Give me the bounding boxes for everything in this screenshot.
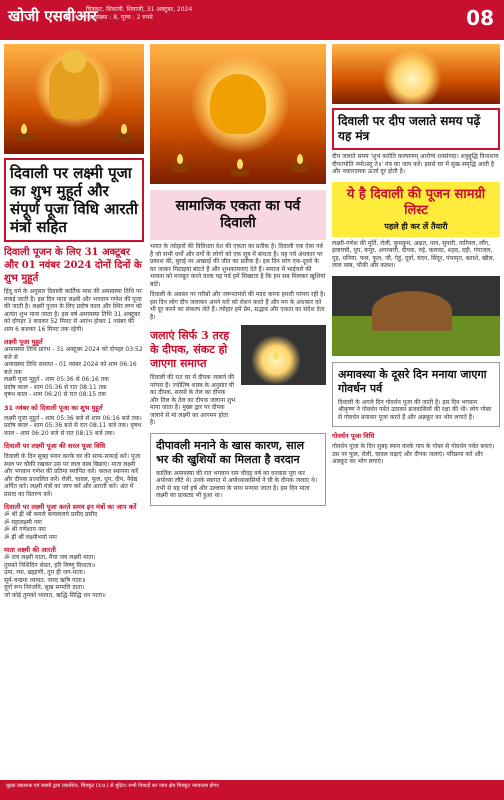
deepawali-box [150, 433, 326, 506]
muhurat-item: प्रदोष काल - शाम 05:36 से रात 08:11 तक [4, 383, 107, 391]
diya-image [150, 44, 326, 184]
deep-mantra-body: दीप जलाते समय 'शुभं करोति कल्याणम् आरोग्यं धनसंपदा। शत्रुबुद्धि विनाशाय दीपज्योति नमोऽस्तु ते॥' मंत्र का जाप करें। इससे घर में सुख-समृद्धि आती है और नकारात्मक ऊर्जा दूर होती है। [332, 153, 499, 175]
deepawali-image [241, 325, 327, 385]
puja-list-body: लक्ष्मी-गणेश की मूर्ति, रोली, कुमकुम, अक्षत, पान, सुपारी, नारियल, लौंग, इलायची, धूप, कपूर, अगरबत्ती, दीपक, रुई, कलावा, शहद, दही, गंगाजल, गुड़, धनिया, फल, फूल, जौ, गेहूं, दूर्वा, चंदन, सिंदूर, पंचामृत, बताशे, खील, लाल वस्त्र, चौकी और कलश। [332, 239, 495, 269]
main-subhead: दिवाली पूजन के लिए 31 अक्टूबर और 01 नवंबर 2024 दोनों दिनों के शुभ मुहूर्त [4, 247, 142, 284]
aarti-line: जो कोई तुमको ध्यावत, ऋद्धि-सिद्धि धन पाता॥ [4, 591, 106, 599]
puja-list-title: ये है दिवाली की पूजन सामग्री लिस्ट [346, 186, 486, 218]
muhurat-title: लक्ष्मी पूजा मुहूर्त [4, 338, 43, 346]
mantra: ॐ महालक्ष्म्यै नमः [4, 518, 42, 526]
muhurat-item: लक्ष्मी पूजा मुहूर्त - शाम 05:36 से 06:16 तक [4, 376, 109, 383]
footer-imprint: मुद्रक प्रकाशक एवं स्वामी द्वारा प्रकाशित, चित्रकूट (उ.प्र.) से मुद्रित। सभी विवादों का न्याय क्षेत्र चित्रकूट न्यायालय होगा। [0, 780, 504, 800]
section4-title: दिवाली पर लक्ष्मी पूजा करते समय इन मंत्रों का जाप करें [4, 503, 137, 511]
section3-title: दिवाली पर लक्ष्मी पूजा की सरल पूजा विधि [4, 442, 106, 450]
social-unity-headline: सामाजिक एकता का पर्व दिवाली [175, 198, 301, 231]
column-3 [332, 44, 500, 774]
deepawali-headline: दीपावली मनाने के खास कारण, साल भर की खुशियों का मिलता है वरदान [156, 438, 305, 466]
intro-text: हिंदू धर्म के अनुसार दिवाली कार्तिक मास की अमावस्या तिथि पर मनाई जाती है। इस दिन माता लक्ष्मी और भगवान गणेश की पूजा की जाती है। लक्ष्मी पूजन के लिए प्रदोष काल और स्थिर लग्न को अत्यंत शुभ माना जाता है। इस वर्ष अमावस्या तिथि 31 अक्टूबर को दोपहर 3 बजकर 52 मिनट से आरंभ होकर 1 नवंबर की शाम 6 बजकर 16 मिनट तक रहेगी। [4, 288, 142, 333]
lakshmi-image [4, 44, 144, 154]
main-headline-box [4, 158, 144, 242]
govardhan-body: दिवाली के अगले दिन गोवर्धन पूजा की जाती है। इस दिन भगवान श्रीकृष्ण ने गोवर्धन पर्वत उठाकर ब्रजवासियों की रक्षा की थी। लोग गोबर से गोवर्धन बनाकर पूजा करते हैं और अन्नकूट का भोग लगाते हैं। [338, 398, 492, 421]
deepawali-body: कार्तिक अमावस्या की रात भगवान राम चौदह वर्ष का वनवास पूरा कर अयोध्या लौटे थे। उनके स्वागत में अयोध्यावासियों ने घी के दीपक जलाए थे। तभी से यह पर्व हर्ष और उल्लास के साथ मनाया जाता है। इस दिन माता लक्ष्मी का प्राकट्य भी हुआ था। [156, 469, 318, 499]
mantra: ॐ श्री गणेशाय नमः [4, 526, 46, 533]
right-article [241, 325, 327, 427]
muhurat-item: अमावस्या तिथि समाप्त - 01 नवंबर 2024 को शाम 06:16 बजे तक [4, 361, 137, 376]
column-1 [4, 44, 144, 774]
muhurat-item: वृषभ काल - शाम 06:20 से रात 08:15 तक [4, 391, 106, 398]
masthead-meta: चित्रकूट, शिवाजी, शिवाजी, 31 अक्टूबर, 2024 पृष्ठ संख्या : 8, मूल्य : 2 रुपये [86, 6, 193, 21]
social-unity-body2: दिवाली के अवसर पर गरीबों और जरूरतमंदों की मदद करना हमारी परंपरा रही है। इस दिन लोग दीप जलाकर अपने घरों को रोशन करते हैं और मन के अंधकार को भी दूर करने का संकल्प लेते हैं। त्योहार हमें प्रेम, सद्भाव और एकता का संदेश देता है। [150, 291, 326, 321]
section3-body: दिवाली के दिन सुबह स्नान करके घर की साफ-सफाई करें। पूजा स्थल पर चौकी रखकर उस पर लाल वस्त्र बिछाएं। माता लक्ष्मी और भगवान गणेश की प्रतिमा स्थापित करें। कलश स्थापना करें और दीपक प्रज्वलित करें। रोली, चावल, फूल, धूप, दीप, नैवेद्य अर्पित करें। लक्ष्मी मंत्रों का जाप करें और आरती करें। अंत में प्रसाद का वितरण करें। [4, 453, 141, 498]
govardhan-headline: अमावस्या के दूसरे दिन मनाया जाएगा गोवर्धन पर्व [338, 367, 487, 395]
aarti-line: तुमको निशिदिन सेवत, हरि विष्णु विधाता॥ [4, 561, 96, 569]
deep-mantra-box [332, 108, 500, 150]
section2-body: लक्ष्मी पूजा मुहूर्त - शाम 05:36 बजे से शाम 06:16 बजे तक। प्रदोष काल - शाम 05:36 बजे से रात 08:11 बजे तक। वृषभ काल - शाम 06:20 बजे से रात 08:15 बजे तक। [4, 414, 142, 437]
lower-articles [150, 325, 326, 427]
section2-title: 31 नवंबर को दिवाली पूजा का शुभ मुहूर्त [4, 403, 103, 412]
puja-list-sub: पहले ही कर लें तैयारी [384, 221, 448, 231]
mantra: ॐ ह्रीं श्रीं लक्ष्मीभयो नमः [4, 533, 57, 541]
deep-mantra-headline: दिवाली पर दीप जलाते समय पढ़ें यह मंत्र [338, 114, 481, 143]
aarti-line: ॐ जय लक्ष्मी माता, मैया जय लक्ष्मी माता। [4, 554, 96, 561]
masthead [0, 0, 504, 40]
left-article [150, 325, 236, 427]
mantra: ॐ श्रीं ह्रीं श्रीं कमले कमलालये प्रसीद प्रसीद [4, 511, 98, 518]
social-unity-body1: भारत के त्योहारों की विविधता देश की एकता का प्रतीक है। दिवाली एक ऐसा पर्व है जो सभी धर्मों और वर्गों के लोगों को एक सूत्र में बांधता है। यह पर्व अंधकार पर प्रकाश की, बुराई पर अच्छाई की जीत का प्रतीक है। इस दिन लोग एक-दूसरे के घर जाकर मिठाइयां बांटते हैं और शुभकामनाएं देते हैं। समाज में भाईचारे की भावना को मजबूत करने वाला यह पर्व हमें सिखाता है कि हम सब मिलकर खुशियां बांटें। [150, 243, 326, 288]
aarti-line: दुर्गा रूप निरंजनि, सुख सम्पत्ति दाता। [4, 584, 85, 591]
diyas-headline: जलाएं सिर्फ 3 तरह के दीपक, संकट हो जाएगा समाप्त [150, 329, 230, 370]
column-2 [150, 44, 326, 774]
govardhan-box [332, 362, 500, 428]
couple-image [332, 44, 500, 104]
aarti-line: उमा, रमा, ब्रह्माणी, तुम ही जग-माता। [4, 569, 86, 576]
aarti-line: सूर्य-चन्द्रमा ध्यावत, नारद ऋषि गाता॥ [4, 576, 86, 584]
social-unity-banner [150, 190, 326, 240]
muhurat-item: अमावस्या तिथि प्रारंभ - 31 अक्टूबर 2024 को दोपहर 03:52 बजे से [4, 346, 143, 361]
main-headline: दिवाली पर लक्ष्मी पूजा का शुभ मुहूर्त और संपूर्ण पूजा विधि आरती मंत्रों सहित [10, 164, 138, 236]
page-number: 08 [466, 6, 494, 30]
govardhan-image [332, 276, 500, 356]
govardhan-vidhi-title: गोवर्धन पूजा विधि [332, 432, 375, 440]
puja-list-box [332, 182, 500, 237]
aarti-title: माता लक्ष्मी की आरती [4, 546, 56, 554]
govardhan-vidhi-body: गोवर्धन पूजा के दिन सुबह स्नान करके गाय के गोबर से गोवर्धन पर्वत बनाएं। उस पर फूल, रोली, चावल चढ़ाएं और दीपक जलाएं। परिक्रमा करें और अन्नकूट का भोग लगाएं। [332, 443, 495, 465]
diyas-body: दिवाली की रात घर में दीपक जलाने की परंपरा है। ज्योतिष शास्त्र के अनुसार घी का दीपक, सरसों के तेल का दीपक और तिल के तेल का दीपक जलाना शुभ माना जाता है। मुख्य द्वार पर दीपक जलाने से मां लक्ष्मी का आगमन होता है। [150, 374, 236, 426]
newspaper-name: खोजी एसबीआर [8, 7, 97, 25]
